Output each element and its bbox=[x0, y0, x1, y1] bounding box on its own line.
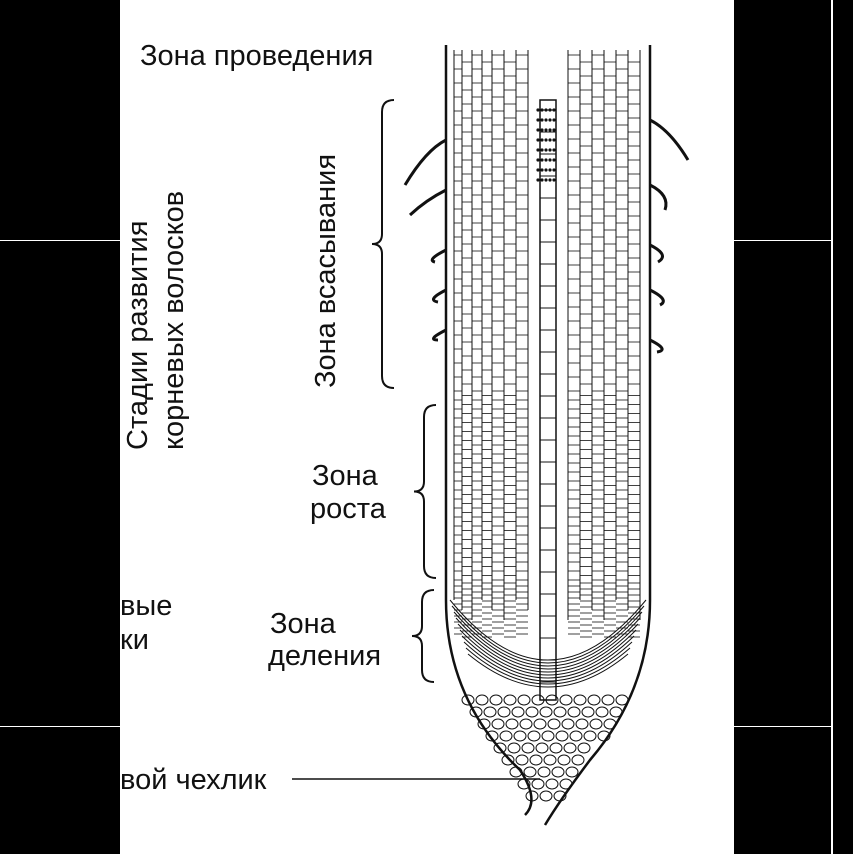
root-cap-cell bbox=[582, 707, 594, 717]
root-hair bbox=[405, 140, 446, 185]
root-cap-cell bbox=[560, 695, 572, 705]
xylem-dot bbox=[540, 168, 543, 171]
label-division-zone-line2: деления bbox=[268, 640, 382, 672]
root-cap-cell bbox=[572, 755, 584, 765]
root-cap-cell bbox=[526, 707, 538, 717]
root-cap-cell bbox=[524, 767, 536, 777]
xylem-dot bbox=[552, 118, 555, 121]
label-cut-left-top: вые bbox=[120, 590, 173, 622]
root-hair bbox=[650, 120, 688, 160]
seam-right-1 bbox=[734, 240, 833, 241]
brace-growth-zone bbox=[414, 405, 436, 578]
xylem-dot bbox=[536, 158, 539, 161]
root-cap-cell bbox=[504, 695, 516, 705]
root-cap-cell bbox=[556, 731, 568, 741]
brace-absorption-zone bbox=[372, 100, 394, 388]
xylem-dot bbox=[536, 178, 539, 181]
root-cap-cell bbox=[554, 707, 566, 717]
root-hair bbox=[650, 290, 663, 305]
root-cap-cell bbox=[616, 695, 628, 705]
xylem-dot bbox=[544, 118, 547, 121]
xylem-dot bbox=[552, 148, 555, 151]
root-cap-cell bbox=[574, 695, 586, 705]
root-cap-cell bbox=[548, 719, 560, 729]
xylem-dot bbox=[540, 178, 543, 181]
xylem-dot bbox=[544, 138, 547, 141]
xylem-dot bbox=[540, 138, 543, 141]
stele-core bbox=[540, 100, 556, 700]
label-conduction-zone: Зона проведения bbox=[140, 40, 374, 72]
xylem-dot bbox=[552, 178, 555, 181]
xylem-dot bbox=[536, 108, 539, 111]
root-cap-cell bbox=[528, 731, 540, 741]
root-cap-cell bbox=[552, 767, 564, 777]
xylem-dot bbox=[536, 168, 539, 171]
root-cap-cell bbox=[536, 743, 548, 753]
xylem-dot bbox=[548, 178, 551, 181]
xylem-dot bbox=[552, 168, 555, 171]
root-cap-cell bbox=[540, 707, 552, 717]
root-cap-cell bbox=[518, 695, 530, 705]
xylem-dot bbox=[548, 148, 551, 151]
xylem-dot bbox=[544, 158, 547, 161]
root-cap-cell bbox=[498, 707, 510, 717]
root-cap-cell bbox=[538, 767, 550, 777]
label-growth-zone-line1: Зона bbox=[312, 460, 378, 492]
meristem-arc bbox=[454, 612, 642, 666]
root-cap-cell bbox=[514, 731, 526, 741]
root-cap-cell bbox=[520, 719, 532, 729]
root-cap-cell bbox=[532, 779, 544, 789]
xylem-dot bbox=[548, 128, 551, 131]
root-cap-cell bbox=[566, 767, 578, 777]
label-cut-left-bottom: ки bbox=[120, 624, 149, 656]
xylem-dot bbox=[540, 118, 543, 121]
root-cap-cell bbox=[560, 779, 572, 789]
xylem-dot bbox=[544, 148, 547, 151]
root-cap-cell bbox=[558, 755, 570, 765]
seam-right-vertical bbox=[831, 0, 833, 854]
root-cap-cell bbox=[512, 707, 524, 717]
xylem-dot bbox=[552, 128, 555, 131]
root-cap-cell bbox=[490, 695, 502, 705]
brace-division-zone bbox=[412, 590, 434, 682]
root-cap-cell bbox=[534, 719, 546, 729]
root-cap-cell bbox=[570, 731, 582, 741]
root-hair bbox=[650, 185, 666, 210]
xylem-dot bbox=[540, 158, 543, 161]
label-root-cap: вой чехлик bbox=[120, 764, 267, 796]
root-hair bbox=[434, 330, 447, 340]
xylem-dot bbox=[552, 138, 555, 141]
root-cap-cell bbox=[568, 707, 580, 717]
root-cap-cell bbox=[542, 731, 554, 741]
xylem-dot bbox=[548, 118, 551, 121]
root-cap-cell bbox=[546, 779, 558, 789]
root-hair bbox=[432, 250, 446, 262]
root-cap-cell bbox=[550, 743, 562, 753]
root-hair bbox=[410, 190, 446, 215]
diagram-panel bbox=[120, 0, 734, 854]
root-cap-cell bbox=[576, 719, 588, 729]
root-hair bbox=[650, 340, 662, 352]
xylem-dot bbox=[552, 158, 555, 161]
root-cap-cell bbox=[610, 707, 622, 717]
xylem-dot bbox=[544, 128, 547, 131]
xylem-dot bbox=[544, 108, 547, 111]
root-cap-cell bbox=[604, 719, 616, 729]
xylem-dot bbox=[552, 108, 555, 111]
root-cap-cell bbox=[602, 695, 614, 705]
xylem-dot bbox=[544, 168, 547, 171]
seam-right-2 bbox=[734, 726, 833, 727]
root-cap-cell bbox=[476, 695, 488, 705]
label-hair-stages-line2: корневых волосков bbox=[158, 190, 190, 450]
xylem-dot bbox=[536, 128, 539, 131]
root-cap-cell bbox=[500, 731, 512, 741]
root-cap-cell bbox=[540, 791, 552, 801]
xylem-dot bbox=[540, 128, 543, 131]
root-cap-cell bbox=[508, 743, 520, 753]
root-cap-cell bbox=[516, 755, 528, 765]
root-hair bbox=[434, 290, 447, 302]
root-cap-cell bbox=[584, 731, 596, 741]
xylem-dot bbox=[548, 108, 551, 111]
xylem-dot bbox=[544, 178, 547, 181]
root-cap-cell bbox=[484, 707, 496, 717]
xylem-dot bbox=[536, 148, 539, 151]
root-cap-cell bbox=[530, 755, 542, 765]
xylem-dot bbox=[536, 138, 539, 141]
xylem-dot bbox=[548, 168, 551, 171]
meristem-arc bbox=[452, 606, 644, 663]
root-cap-cell bbox=[564, 743, 576, 753]
root-cap-cell bbox=[562, 719, 574, 729]
root-cap-cell bbox=[596, 707, 608, 717]
label-growth-zone-line2: роста bbox=[310, 493, 386, 525]
xylem-dot bbox=[548, 158, 551, 161]
label-hair-stages-line1: Стадии развития bbox=[122, 220, 154, 450]
root-cap-cell bbox=[544, 755, 556, 765]
xylem-dot bbox=[548, 138, 551, 141]
root-cap-cell bbox=[492, 719, 504, 729]
label-division-zone-line1: Зона bbox=[270, 608, 336, 640]
root-hair bbox=[650, 245, 663, 262]
seam-left-2 bbox=[0, 726, 120, 727]
seam-left-1 bbox=[0, 240, 120, 241]
xylem-dot bbox=[540, 148, 543, 151]
root-cap-cell bbox=[588, 695, 600, 705]
root-cap-cell bbox=[522, 743, 534, 753]
root-cap-cell bbox=[590, 719, 602, 729]
root-cap-cell bbox=[506, 719, 518, 729]
xylem-dot bbox=[540, 108, 543, 111]
root-illustration bbox=[120, 0, 734, 854]
root-cap-cell bbox=[578, 743, 590, 753]
xylem-dot bbox=[536, 118, 539, 121]
label-absorption-zone: Зона всасывания bbox=[310, 153, 342, 388]
